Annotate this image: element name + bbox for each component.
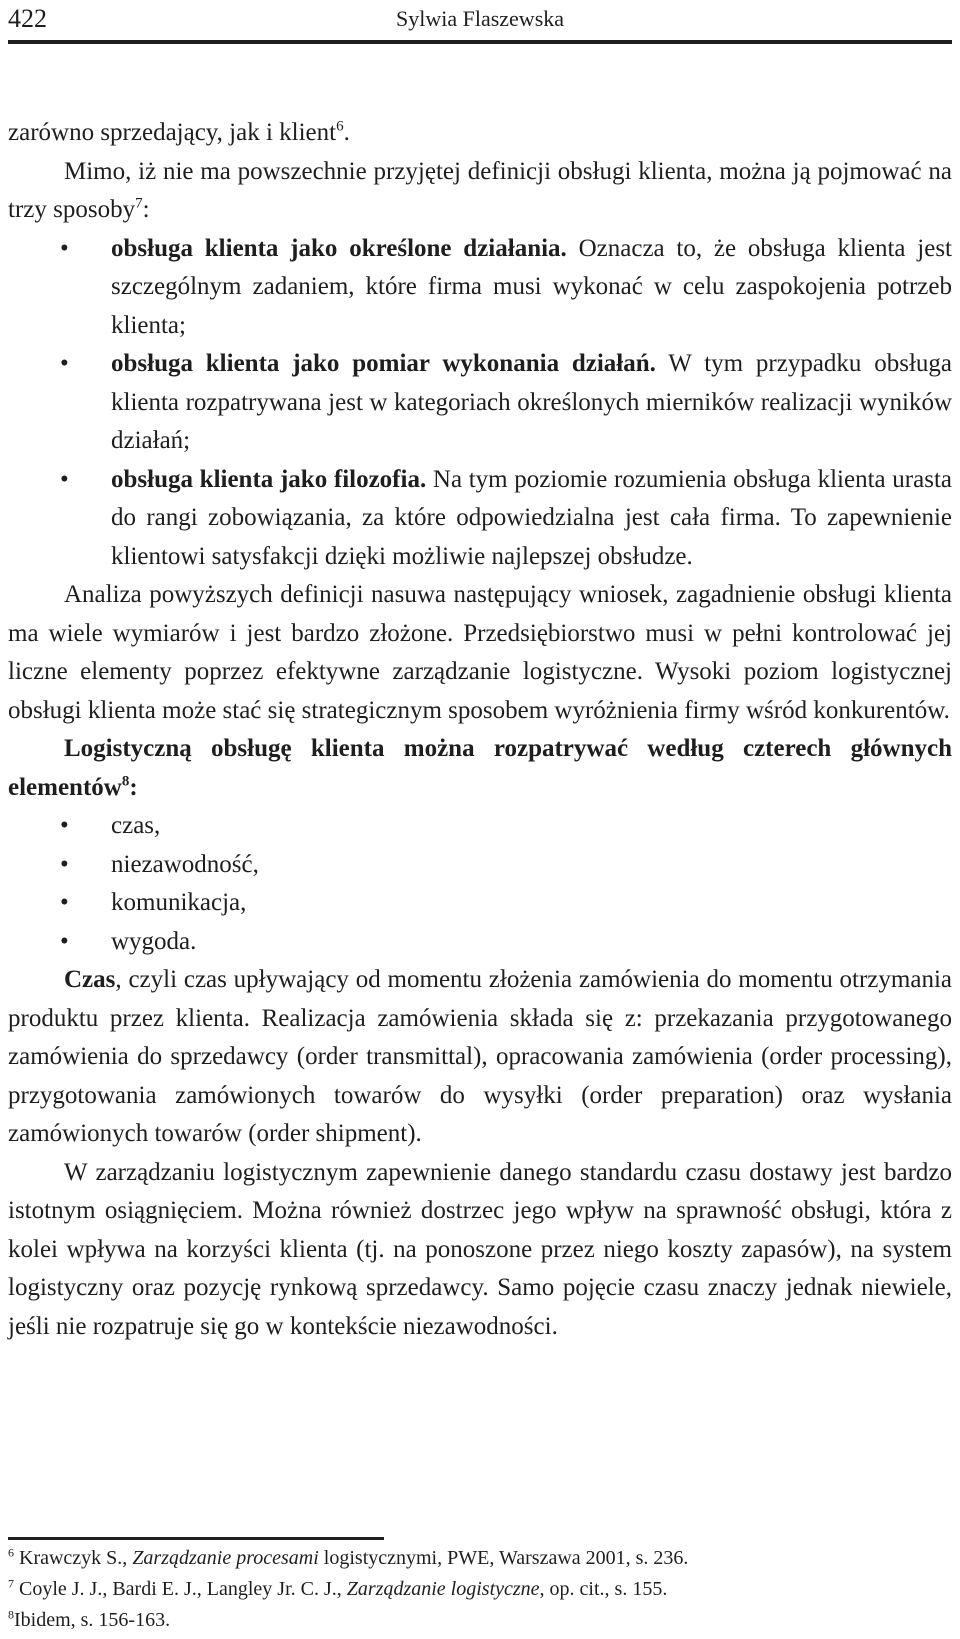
- page-body: [8, 114, 952, 1346]
- bullet-icon: •: [60, 350, 69, 377]
- footnote-8: [8, 1605, 952, 1636]
- bullet-icon: •: [60, 927, 69, 955]
- paragraph-5-bold: Czas: [64, 966, 116, 993]
- list-item: [8, 461, 952, 577]
- list-item: [8, 230, 952, 346]
- paragraph-4-bold: Logistyczną obsługę klienta można rozpatrywać według czterech głównych elementów: [8, 735, 952, 801]
- bullet-icon: •: [60, 889, 69, 916]
- footnote-ref-6: 6: [336, 118, 344, 135]
- page-number: 422: [8, 4, 47, 33]
- list-item-term: obsługa klienta jako określone działania.: [111, 234, 567, 262]
- list-item: [8, 884, 952, 923]
- paragraph-4-tail: :: [129, 773, 138, 801]
- list-item-text: Oznacza to, że obsługa klienta jest szczególnym zadaniem, które firma musi wykonać w celu zaspokojenia potrzeb klienta;: [111, 234, 952, 339]
- bullet-icon: •: [60, 812, 69, 839]
- paragraph-1-tail: .: [343, 119, 350, 146]
- definitions-list: [8, 230, 952, 577]
- list-item: [8, 345, 952, 461]
- list-item: [8, 807, 952, 846]
- footnote-title: Zarządzanie logistyczne: [346, 1578, 540, 1600]
- footnote-ref-8: 8: [121, 773, 130, 790]
- bullet-icon: •: [60, 850, 69, 878]
- elements-list: [8, 807, 952, 961]
- list-item-text: wygoda.: [111, 927, 197, 955]
- list-item-term: obsługa klienta jako pomiar wykonania działań.: [111, 350, 656, 377]
- running-head-author: Sylwia Flaszewska: [395, 6, 565, 31]
- footnote-text: Coyle J. J., Bardi E. J., Langley Jr. C. J.,: [14, 1578, 347, 1600]
- paragraph-3: Analiza powyższych definicji nasuwa następujący wniosek, zagadnienie obsługi klienta ma wiele wymiarów i jest bardzo złożone. Przedsiębiorstwo musi w pełni kontrolować jej liczne elementy poprzez efektywne zarządzanie logistyczne. Wysoki poziom logistycznej obsługi klienta może stać się strategicznym sposobem wyróżnienia firmy wśród konkurentów.: [8, 581, 952, 724]
- footnote-number: 8: [8, 1607, 14, 1622]
- paragraph-2-text: Mimo, iż nie ma powszechnie przyjętej definicji obsługi klienta, można ją pojmować na trzy sposoby: [8, 157, 952, 223]
- paragraph-6: W zarządzaniu logistycznym zapewnienie danego standardu czasu dostawy jest bardzo istotnym osiągnięciem. Można również dostrzec jego wpływ na sprawność obsługi, która z kolei wpływa na korzyści klienta (tj. na ponoszone przez niego koszty zapasów), na system logistyczny oraz pozycję rynkową sprzedawcy. Samo pojęcie czasu znaczy jednak niewiele, jeśli nie rozpatruje się go w kontekście niezawodności.: [8, 1158, 952, 1340]
- list-item: [8, 846, 952, 885]
- footnote-text: , op. cit., s. 155.: [539, 1578, 668, 1600]
- paragraph-2: [8, 153, 952, 230]
- footnote-6: [8, 1543, 952, 1574]
- list-item-text: komunikacja,: [111, 889, 247, 916]
- footnote-number: 6: [8, 1545, 14, 1560]
- list-item-text: niezawodność,: [111, 850, 259, 878]
- bullet-icon: •: [60, 465, 69, 493]
- footnote-text: logistycznymi, PWE, Warszawa 2001, s. 236.: [318, 1547, 689, 1569]
- page-header: [8, 0, 952, 44]
- footnotes: [8, 1543, 952, 1636]
- footnote-number: 7: [8, 1576, 14, 1591]
- list-item: [8, 923, 952, 962]
- paragraph-1-text: zarówno sprzedający, jak i klient: [8, 119, 337, 146]
- paragraph-5: [8, 961, 952, 1154]
- paragraph-4: [8, 730, 952, 807]
- bullet-icon: •: [60, 234, 69, 262]
- footnote-rule: [8, 1537, 384, 1540]
- list-item-text: W tym przypadku obsługa klienta rozpatrywana jest w kategoriach określonych mierników realizacji wyników działań;: [111, 350, 952, 454]
- paragraph-5-text: , czyli czas upływający od momentu złożenia zamówienia do momentu otrzymania produktu przez klienta. Realizacja zamówienia składa się z: przekazania przygotowanego zamówienia do sprzedawcy (order transmittal), opracowania zamówienia (order processing), przygotowania zamówionych towarów do wysyłki (order preparation) oraz wysłania zamówionych towarów (order shipment).: [8, 966, 952, 1147]
- paragraph-1: [8, 114, 952, 153]
- footnote-ref-7: 7: [135, 195, 143, 212]
- footnote-text: Krawczyk S.,: [14, 1547, 133, 1569]
- footnote-7: [8, 1574, 952, 1605]
- paragraph-2-tail: :: [142, 196, 150, 223]
- list-item-term: obsługa klienta jako filozofia.: [111, 465, 427, 493]
- footnote-title: Zarządzanie procesami: [132, 1547, 319, 1569]
- footnote-text: Ibidem, s. 156-163.: [14, 1609, 171, 1631]
- list-item-text: czas,: [111, 812, 161, 839]
- list-item-text: Na tym poziomie rozumienia obsługa klienta urasta do rangi zobowiązania, za które odpowiedzialna jest cała firma. To zapewnienie klientowi satysfakcji dzięki możliwie najlepszej obsłudze.: [111, 465, 952, 570]
